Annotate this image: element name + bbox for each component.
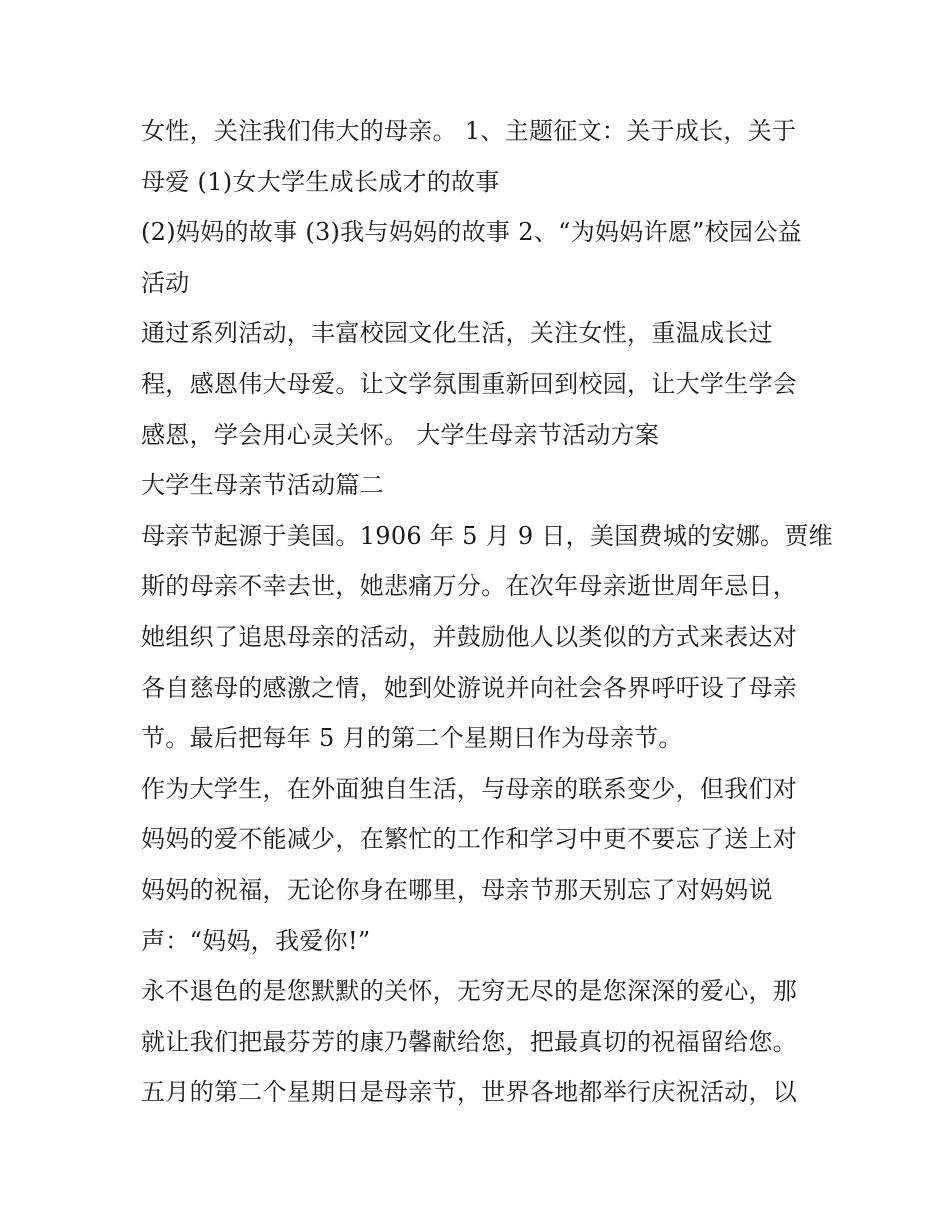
text-line: 女性，关注我们伟大的母亲。 1、主题征文：关于成长，关于 — [141, 117, 797, 145]
text-line: (2)妈妈的故事 (3)我与妈妈的故事 2、“为妈妈许愿”校园公益 — [141, 218, 802, 247]
text-line: 程，感恩伟大母爱。让文学氛围重新回到校园，让大学生学会 — [141, 369, 798, 398]
text-line: 就让我们把最芬芳的康乃馨献给您，把最真切的祝福留给您。 — [141, 1027, 798, 1056]
text-line: 感恩，学会用心灵关怀。 大学生母亲节活动方案 — [141, 420, 660, 449]
text-line: 节。最后把每年 5 月的第二个星期日作为母亲节。 — [141, 724, 683, 753]
text-line: 活动 — [141, 268, 190, 297]
text-line: 声：“妈妈，我爱你!” — [141, 926, 371, 955]
text-line: 各自慈母的感激之情，她到处游说并向社会各界呼吁设了母亲 — [141, 673, 798, 702]
text-line: 妈妈的爱不能减少，在繁忙的工作和学习中更不要忘了送上对 — [141, 825, 798, 854]
text-line: 通过系列活动，丰富校园文化生活，关注女性，重温成长过 — [141, 319, 773, 348]
text-line: 妈妈的祝福，无论你身在哪里，母亲节那天别忘了对妈妈说 — [141, 875, 773, 904]
text-line: 永不退色的是您默默的关怀，无穷无尽的是您深深的爱心，那 — [141, 977, 798, 1006]
text-line: 她组织了追思母亲的活动，并鼓励他人以类似的方式来表达对 — [141, 622, 798, 651]
text-line: 作为大学生，在外面独自生活，与母亲的联系变少，但我们对 — [141, 774, 798, 803]
section-heading: 大学生母亲节活动篇二 — [141, 471, 384, 500]
text-line: 五月的第二个星期日是母亲节，世界各地都举行庆祝活动，以 — [141, 1078, 798, 1107]
document-body — [141, 106, 833, 1118]
text-line: 斯的母亲不幸去世，她悲痛万分。在次年母亲逝世周年忌日， — [141, 572, 798, 601]
text-line: 母亲节起源于美国。1906 年 5 月 9 日，美国费城的安娜。贾维 — [141, 521, 833, 550]
text-line: 母爱 (1)女大学生成长成才的故事 — [141, 167, 500, 196]
